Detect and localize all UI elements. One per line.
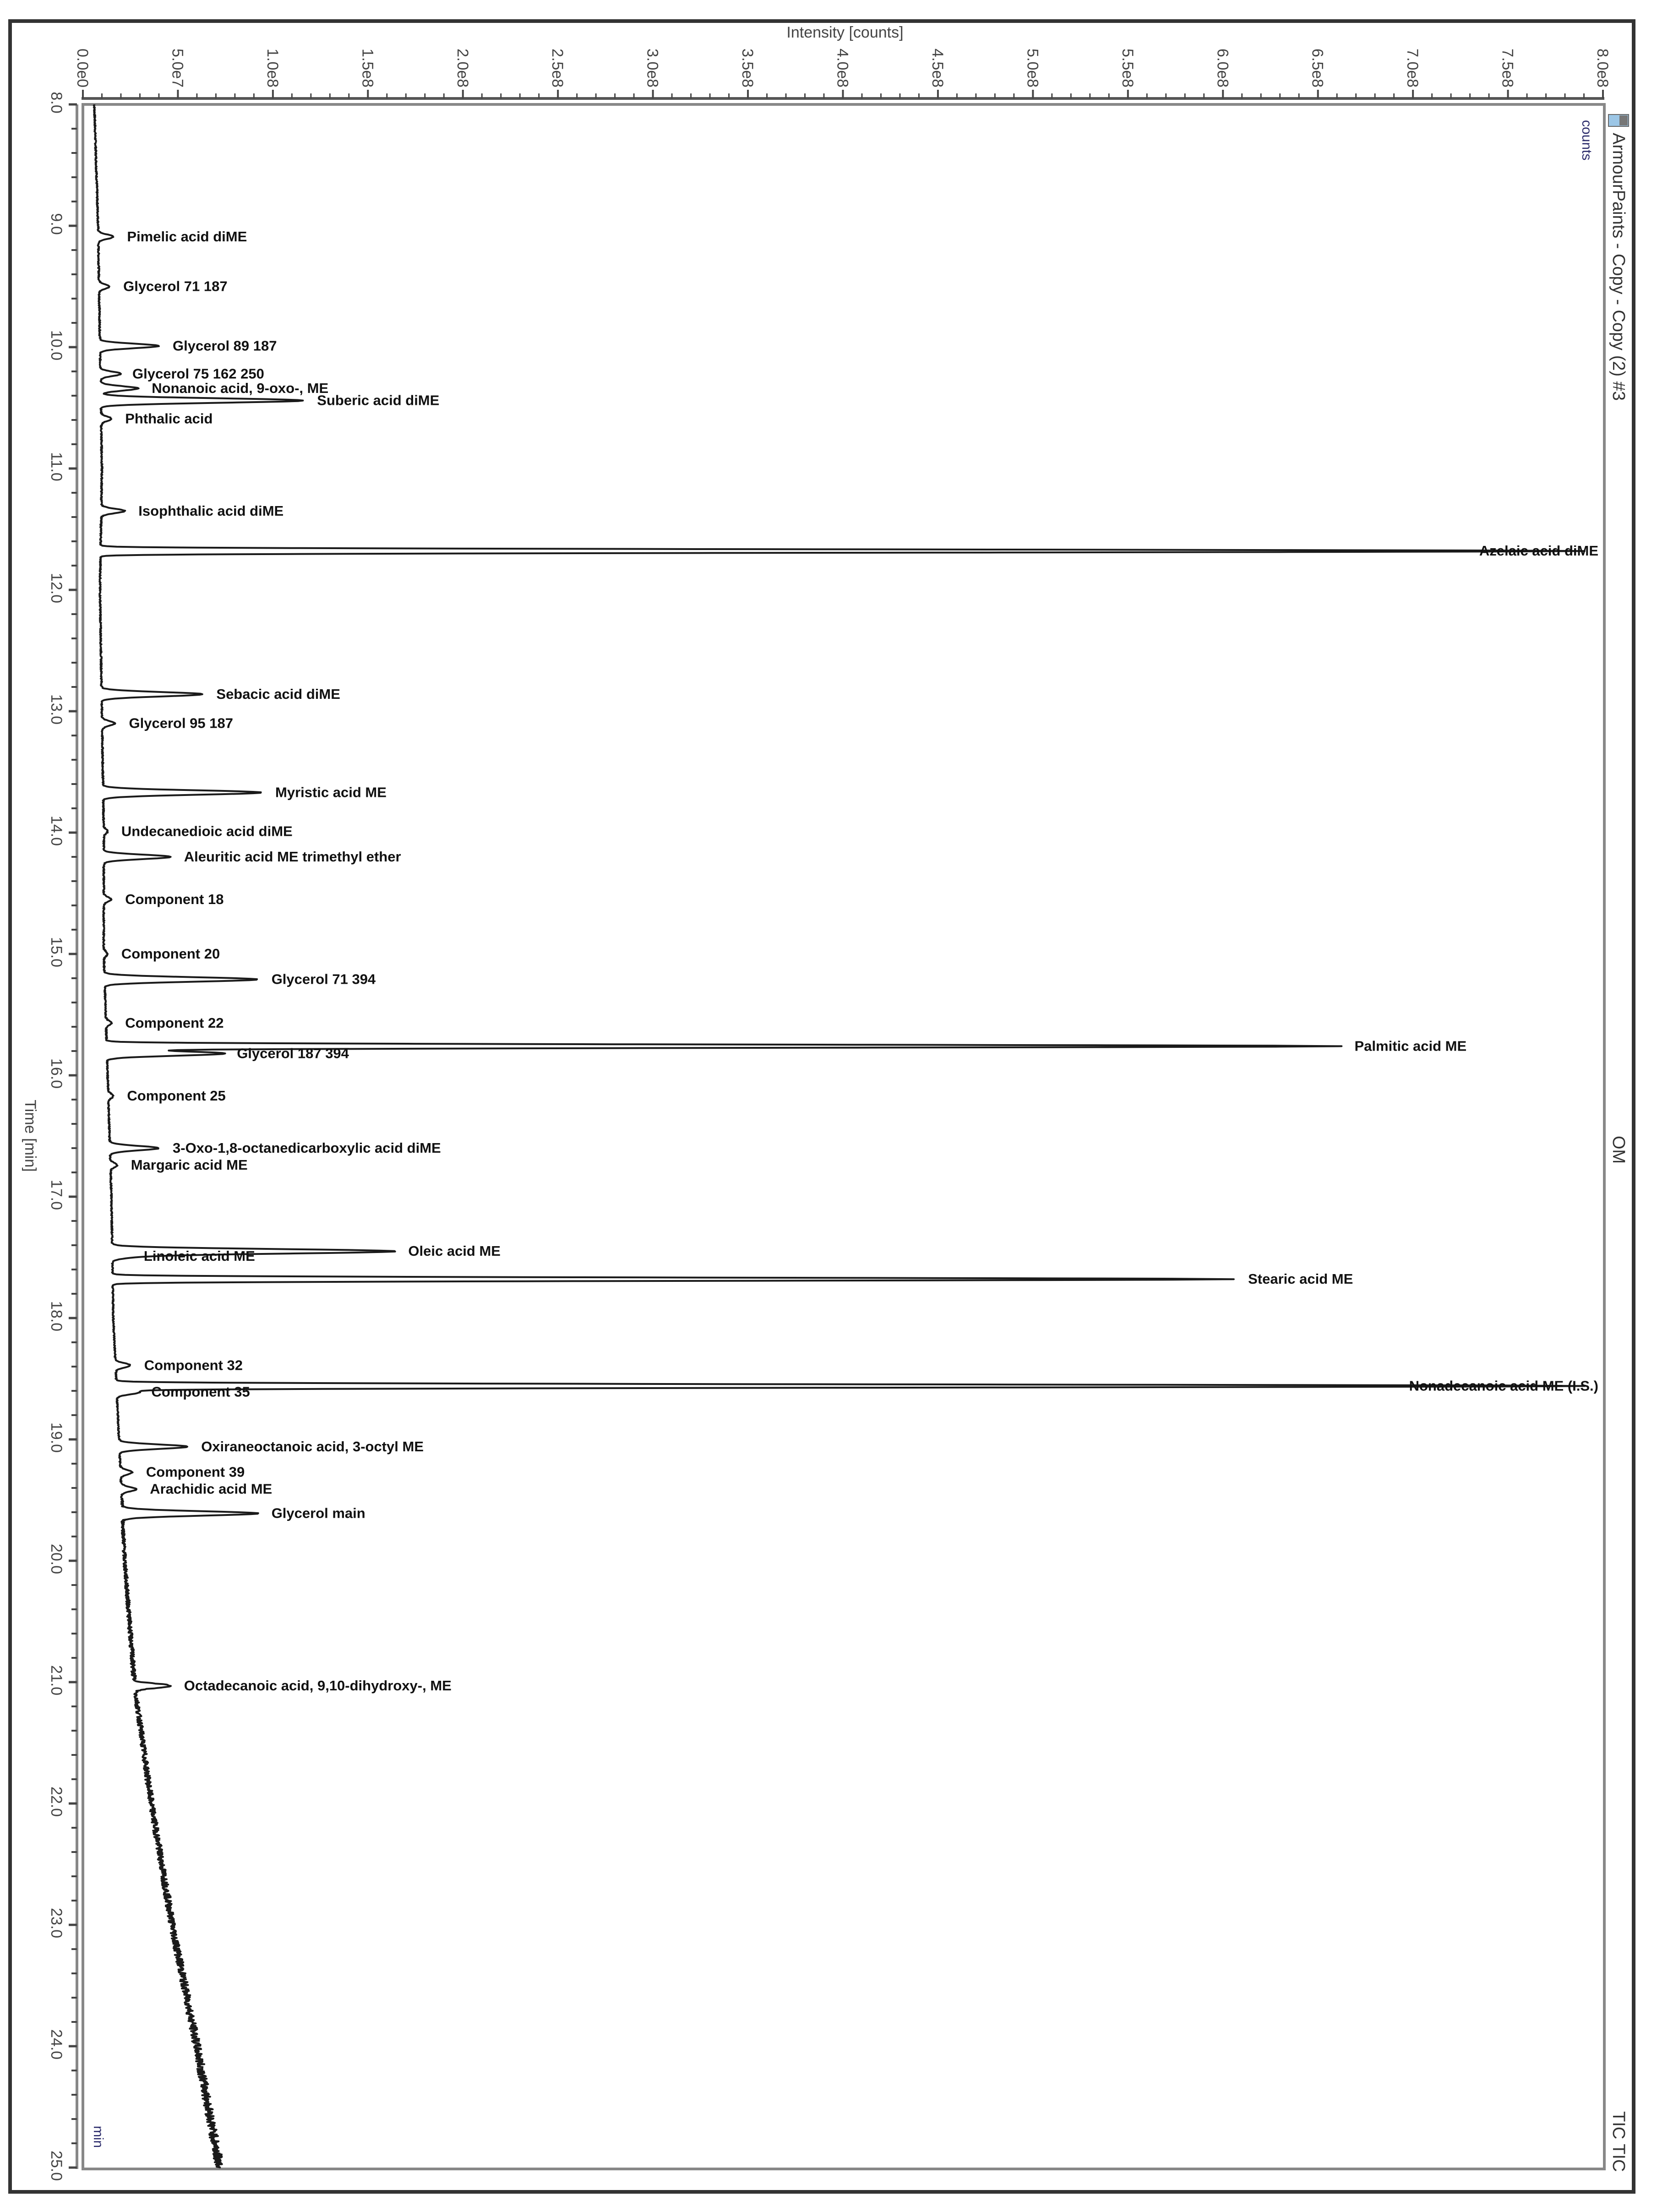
plot-area xyxy=(83,104,1604,2169)
peak-label: Suberic acid diME xyxy=(317,392,440,409)
y-unit-label: min xyxy=(91,2125,106,2148)
x-tick-label: 4.5e8 xyxy=(928,49,946,88)
x-tick-label: 8.0e8 xyxy=(1594,49,1611,88)
x-tick-label: 6.5e8 xyxy=(1308,49,1326,88)
peak-label: Nonadecanoic acid ME (I.S.) xyxy=(1409,1378,1598,1394)
peak-labels xyxy=(121,229,1598,1694)
x-tick-label: 5.0e7 xyxy=(169,49,186,88)
y-axis-title: Time [min] xyxy=(22,1100,39,1172)
peak-label: Glycerol 71 394 xyxy=(271,971,376,987)
peak-label: Glycerol 89 187 xyxy=(173,338,277,354)
peak-label: Octadecanoic acid, 9,10-dihydroxy-, ME xyxy=(184,1678,452,1694)
x-tick-label: 5.0e8 xyxy=(1024,49,1041,88)
y-tick-label: 9.0 xyxy=(48,213,65,235)
y-tick-label: 21.0 xyxy=(48,1665,65,1696)
x-unit-label: counts xyxy=(1579,120,1594,161)
peak-label: Component 18 xyxy=(125,891,224,907)
x-tick-label: 3.0e8 xyxy=(643,49,661,88)
y-axis-ticks xyxy=(48,92,77,2181)
peak-label: Glycerol 71 187 xyxy=(123,278,228,294)
peak-label: Oleic acid ME xyxy=(408,1243,501,1259)
peak-label: Component 39 xyxy=(146,1464,245,1480)
y-tick-label: 23.0 xyxy=(48,1907,65,1939)
peak-label: Component 22 xyxy=(125,1015,224,1031)
y-tick-label: 24.0 xyxy=(48,2029,65,2060)
peak-label: 3-Oxo-1,8-octanedicarboxylic acid diME xyxy=(173,1140,441,1156)
x-tick-label: 1.5e8 xyxy=(359,49,376,88)
peak-label: Isophthalic acid diME xyxy=(138,502,284,519)
x-tick-label: 2.0e8 xyxy=(453,49,471,88)
y-tick-label: 19.0 xyxy=(48,1422,65,1453)
y-tick-label: 10.0 xyxy=(48,330,65,361)
peak-label: Azelaic acid diME xyxy=(1479,543,1598,559)
peak-label: Margaric acid ME xyxy=(131,1157,248,1173)
peak-label: Pimelic acid diME xyxy=(127,228,247,245)
peak-label: Nonanoic acid, 9-oxo-, ME xyxy=(152,380,329,397)
peak-label: Aleuritic acid ME trimethyl ether xyxy=(184,849,401,865)
x-tick-label: 3.5e8 xyxy=(739,49,757,88)
peak-label: Glycerol 187 394 xyxy=(237,1045,349,1062)
peak-label: Linoleic acid ME xyxy=(143,1248,255,1264)
peak-label: Component 25 xyxy=(127,1088,226,1104)
y-tick-label: 8.0 xyxy=(48,92,65,114)
peak-label: Component 20 xyxy=(121,946,220,962)
peak-label: Glycerol main xyxy=(271,1505,365,1521)
x-tick-label: 2.5e8 xyxy=(549,49,567,88)
peak-label: Glycerol 95 187 xyxy=(129,715,233,731)
x-tick-label: 5.5e8 xyxy=(1118,49,1136,88)
peak-label: Component 32 xyxy=(144,1357,243,1373)
y-tick-label: 11.0 xyxy=(48,452,65,481)
window-icon xyxy=(1608,114,1629,126)
peak-label: Oxiraneoctanoic acid, 3-octyl ME xyxy=(201,1438,424,1455)
peak-label: Myristic acid ME xyxy=(275,784,387,801)
y-tick-label: 16.0 xyxy=(48,1058,65,1089)
y-tick-label: 14.0 xyxy=(48,815,65,846)
y-tick-label: 13.0 xyxy=(48,694,65,725)
y-tick-label: 12.0 xyxy=(48,572,65,604)
trace-type-label: TIC TIC xyxy=(1609,2111,1628,2172)
peak-label: Phthalic acid xyxy=(125,410,213,427)
peak-label: Stearic acid ME xyxy=(1248,1271,1353,1287)
peak-label: Component 35 xyxy=(151,1384,250,1400)
y-tick-label: 25.0 xyxy=(48,2150,65,2181)
peak-label: Sebacic acid diME xyxy=(216,686,340,702)
x-axis-ticks xyxy=(74,49,1611,98)
detector-label: OM xyxy=(1609,1136,1628,1164)
y-tick-label: 15.0 xyxy=(48,937,65,968)
y-tick-label: 20.0 xyxy=(48,1543,65,1575)
x-tick-label: 1.0e8 xyxy=(263,49,281,88)
peak-label: Undecanedioic acid diME xyxy=(121,823,293,839)
tic-trace xyxy=(94,104,1585,2168)
y-tick-label: 22.0 xyxy=(48,1786,65,1817)
x-tick-label: 7.5e8 xyxy=(1499,49,1516,88)
x-axis-title: Intensity [counts] xyxy=(786,24,904,41)
peak-label: Glycerol 75 162 250 xyxy=(132,365,264,382)
y-tick-label: 17.0 xyxy=(48,1179,65,1210)
y-tick-label: 18.0 xyxy=(48,1301,65,1332)
x-tick-label: 7.0e8 xyxy=(1404,49,1422,88)
x-tick-label: 6.0e8 xyxy=(1214,49,1232,88)
chart-title: ArmourPaints - Copy - Copy (2) #3 xyxy=(1609,133,1628,401)
peak-label: Arachidic acid ME xyxy=(150,1481,273,1497)
x-tick-label: 0.0e0 xyxy=(74,49,91,88)
peak-label: Palmitic acid ME xyxy=(1354,1038,1467,1054)
x-tick-label: 4.0e8 xyxy=(834,49,851,88)
